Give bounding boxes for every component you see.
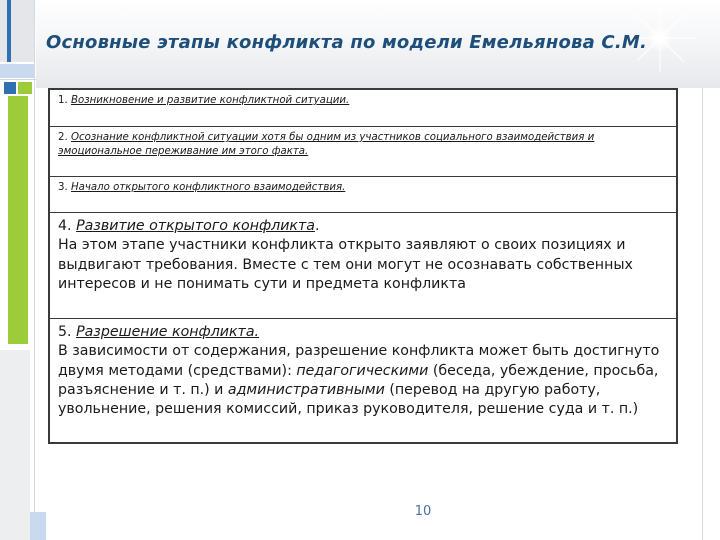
stage-3 xyxy=(50,176,676,212)
stage-5-number: 5. xyxy=(58,324,72,340)
stages-box xyxy=(48,88,678,444)
stage-2-heading: Осознание конфликтной ситуации хотя бы одним из участников социального взаимодействия и эмоциональное переживание им этого факта. xyxy=(58,132,595,157)
stage-5-method-1: педагогическими xyxy=(296,362,429,379)
stage-5-body-part2: (беседа, убеждение, просьба, разъяснение и т. п.) и xyxy=(58,362,659,398)
stage-4-title-line xyxy=(58,217,668,236)
stage-5-body xyxy=(58,342,668,419)
deco-block-blue-small xyxy=(4,82,16,94)
deco-block-gray-top xyxy=(0,0,34,62)
stage-4-heading-end: . xyxy=(314,218,320,234)
deco-block-green-small xyxy=(18,82,32,94)
deco-stripe-blue xyxy=(7,0,11,62)
stage-3-number: 3. xyxy=(58,182,68,193)
deco-vline-left xyxy=(34,0,35,540)
stage-2 xyxy=(50,126,676,176)
stage-4-number: 4. xyxy=(58,218,72,234)
page-title: Основные этапы конфликта по модели Емельянова С.М. xyxy=(46,32,648,53)
stage-5 xyxy=(50,318,676,442)
stage-1-heading: Возникновение и развитие конфликтной ситуации. xyxy=(70,95,350,106)
stage-5-body-part1: В зависимости от содержания, разрешение конфликта может быть достигнуто двумя методами (средствами): xyxy=(58,343,660,379)
deco-block-lightblue-left xyxy=(0,64,34,78)
stage-3-heading: Начало открытого конфликтного взаимодействия. xyxy=(70,182,346,193)
deco-block-green-tall xyxy=(8,96,28,344)
stage-1-number: 1. xyxy=(58,95,68,106)
stage-1 xyxy=(50,90,676,126)
stage-2-number: 2. xyxy=(58,132,68,143)
stage-5-body-part3: (перевод на другую работу, увольнение, решения комиссий, приказ руководителя, решение суда и т. п.) xyxy=(58,381,639,418)
deco-block-blue-bottom xyxy=(30,512,46,540)
deco-block-gray-bottom xyxy=(0,350,30,540)
stage-5-method-2: административными xyxy=(227,381,385,398)
stage-5-title-line xyxy=(58,323,668,342)
page-number: 10 xyxy=(414,504,432,519)
stage-4 xyxy=(50,212,676,318)
stage-5-heading: Разрешение конфликта. xyxy=(76,324,260,340)
stage-4-body: На этом этапе участники конфликта открыто заявляют о своих позициях и выдвигают требования. Вместе с тем они могут не осознавать собственных интересов и не понимать сути и предмета конфликта xyxy=(58,237,633,292)
stage-4-heading: Развитие открытого конфликта xyxy=(76,218,315,234)
